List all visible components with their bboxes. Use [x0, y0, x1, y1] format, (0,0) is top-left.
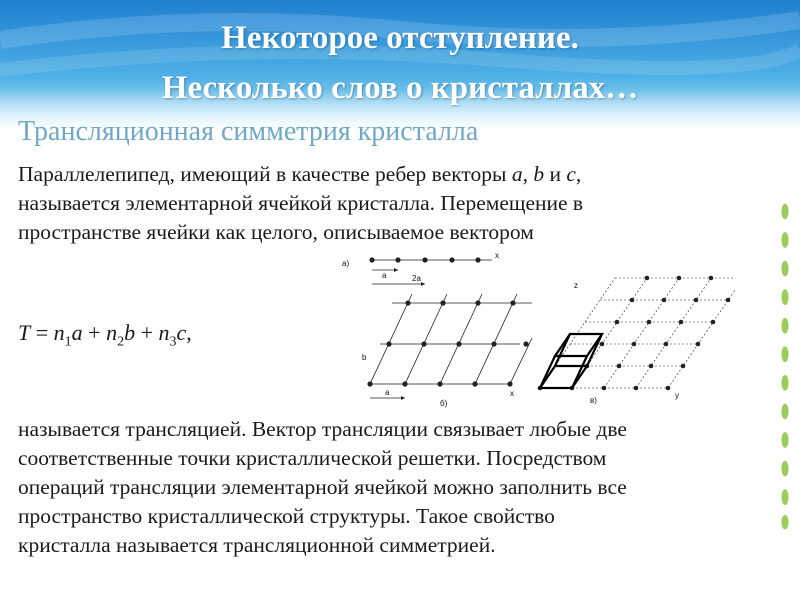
paragraph-line: пространство кристаллической структуры. Такое свойство — [18, 504, 555, 528]
paragraph-line: кристалла называется трансляционной симметрией. — [18, 533, 496, 557]
slide-title-line1: Некоторое отступление. — [221, 20, 579, 56]
slide-title-line2: Несколько слов о кристаллах… — [161, 70, 639, 106]
paragraph-line: Параллелепипед, имеющий в качестве ребер векторы a, b и c, — [18, 162, 582, 186]
svg-text:x: x — [510, 389, 514, 398]
svg-text:b: b — [362, 353, 367, 362]
svg-text:a: a — [382, 271, 387, 280]
svg-text:a: a — [385, 388, 390, 397]
section-subtitle: Трансляционная симметрия кристалла — [18, 116, 479, 147]
leaf-decoration — [780, 130, 790, 600]
svg-text:x: x — [495, 251, 499, 260]
svg-text:y: y — [675, 391, 679, 400]
translation-formula: $T = n_1a + n_2b + n_3c$, — [18, 320, 192, 350]
paragraph-line: соответственные точки кристаллической решетки. Посредством — [18, 446, 607, 470]
svg-text:2a: 2a — [412, 274, 421, 283]
svg-text:z: z — [574, 281, 578, 290]
lattice-figure — [340, 248, 740, 410]
paragraph-translation — [18, 415, 627, 560]
svg-text:в): в) — [590, 396, 597, 405]
paragraph-line: операций трансляции элементарной ячейкой можно заполнить все — [18, 475, 627, 499]
label-panel-a: а) — [342, 259, 350, 268]
paragraph-line: называется трансляцией. Вектор трансляции связывает любые две — [18, 417, 627, 441]
paragraph-line: пространстве ячейки как целого, описываемое вектором — [18, 220, 534, 244]
paragraph-definition — [18, 160, 583, 247]
svg-text:б): б) — [440, 399, 448, 408]
paragraph-line: называется элементарной ячейкой кристалла. Перемещение в — [18, 191, 584, 215]
